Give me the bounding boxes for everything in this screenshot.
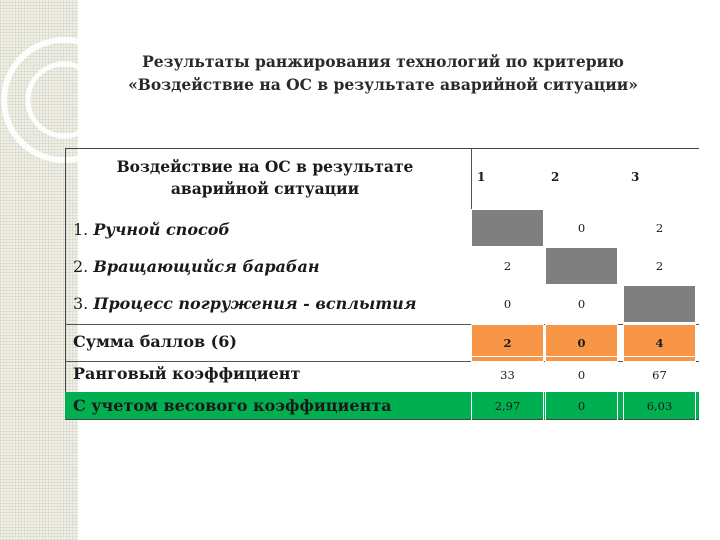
cell-value: 0 bbox=[545, 209, 618, 247]
slide-title-line1: Результаты ранжирования технологий по критерию bbox=[142, 52, 624, 71]
row-number: 2. bbox=[73, 257, 89, 276]
column-header-2: 2 bbox=[551, 170, 560, 184]
row-label-sum: Сумма баллов (6) bbox=[73, 332, 237, 351]
row-label-manual bbox=[73, 220, 230, 239]
weighted-cell: 2,97 bbox=[471, 387, 544, 425]
row-number: 1. bbox=[73, 220, 89, 239]
cell-value: 0 bbox=[545, 285, 618, 323]
rank-cell: 33 bbox=[471, 356, 544, 394]
row-label-drum bbox=[73, 257, 320, 276]
cell-value: 2 bbox=[471, 247, 544, 285]
slide-title bbox=[88, 50, 678, 96]
column-header-3: 3 bbox=[631, 170, 640, 184]
weighted-cell: 0 bbox=[545, 387, 618, 425]
row-label-rank: Ранговый коэффициент bbox=[73, 364, 301, 383]
cell-value: 2 bbox=[623, 209, 696, 247]
sum-cell: 0 bbox=[545, 324, 618, 362]
sum-cell: 4 bbox=[623, 324, 696, 362]
cell-diagonal bbox=[623, 285, 696, 323]
row-label-text: Ручной способ bbox=[93, 220, 230, 239]
header-divider bbox=[471, 148, 472, 209]
cell-diagonal bbox=[471, 209, 544, 247]
row-label-immersion bbox=[73, 294, 417, 313]
column-header-1: 1 bbox=[477, 170, 486, 184]
rank-cell: 0 bbox=[545, 356, 618, 394]
table-header-line1: Воздействие на ОС в результате bbox=[116, 157, 414, 176]
cell-value: 0 bbox=[471, 285, 544, 323]
rank-cell: 67 bbox=[623, 356, 696, 394]
table-header-criterion bbox=[105, 156, 425, 200]
row-label-text: Процесс погружения - всплытия bbox=[93, 294, 417, 313]
weighted-cell: 6,03 bbox=[623, 387, 696, 425]
ranking-table bbox=[65, 148, 699, 420]
table-header-line2: аварийной ситуации bbox=[170, 179, 360, 198]
slide-title-line2: «Воздействие на ОС в результате аварийной ситуации» bbox=[128, 75, 638, 94]
row-number: 3. bbox=[73, 294, 89, 313]
cell-diagonal bbox=[545, 247, 618, 285]
row-label-text: Вращающийся барабан bbox=[93, 257, 320, 276]
cell-value: 2 bbox=[623, 247, 696, 285]
table-top-border bbox=[65, 148, 699, 149]
row-label-weighted: С учетом весового коэффициента bbox=[73, 396, 392, 415]
table-left-border bbox=[65, 148, 66, 420]
sum-cell: 2 bbox=[471, 324, 544, 362]
